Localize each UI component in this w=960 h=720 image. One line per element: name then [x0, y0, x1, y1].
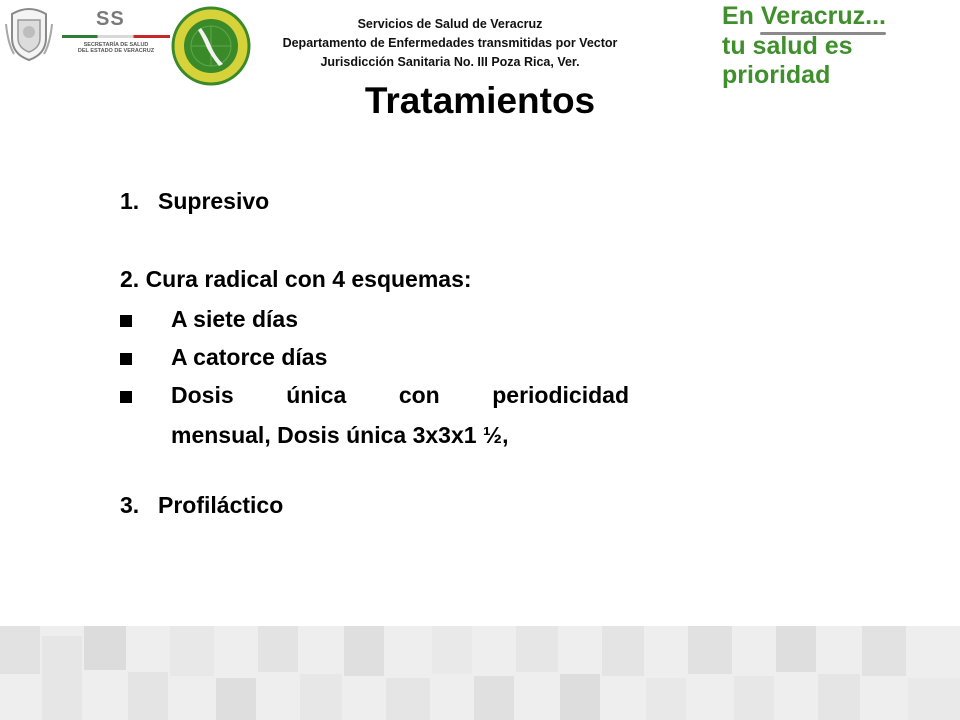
- header-line-3: Jurisdicción Sanitaria No. III Poza Rica, Ver.: [320, 55, 580, 69]
- list-item-number: 3.: [120, 492, 140, 518]
- footer-tile: [818, 674, 860, 720]
- footer-pattern: [0, 626, 960, 720]
- footer-tile: [908, 678, 960, 720]
- veracruz-coat-of-arms-logo: [4, 4, 54, 62]
- slogan-line-1: En Veracruz...: [722, 2, 886, 30]
- ss-secretaria-salud-logo: [62, 8, 170, 64]
- bullet-text-line-1: Dosis única con periodicidad: [171, 382, 629, 408]
- footer-tile: [474, 676, 514, 720]
- header-institution-text: [240, 15, 660, 72]
- ss-tricolor-line: [62, 35, 170, 38]
- bullet-text: A siete días: [171, 306, 298, 332]
- footer-tile: [0, 626, 40, 674]
- header-line-1: Servicios de Salud de Veracruz: [357, 17, 543, 31]
- list-item-number: 1.: [120, 188, 140, 214]
- bullet-marker: [120, 315, 132, 327]
- list-item-text: Supresivo: [158, 188, 270, 214]
- footer-tile: [560, 674, 600, 720]
- footer-tile: [128, 672, 168, 720]
- footer-tile: [862, 626, 906, 676]
- veracruz-seal-logo: [171, 6, 251, 86]
- footer-tile: [170, 626, 214, 676]
- footer-tile: [258, 626, 298, 672]
- footer-tile: [344, 626, 384, 676]
- header-line-2: Departamento de Enfermedades transmitidas por Vector: [282, 36, 618, 50]
- list-item-cura-radical: 2. Cura radical con 4 esquemas:: [120, 266, 472, 292]
- ss-letters: SS: [96, 8, 125, 30]
- footer-tile: [386, 678, 430, 720]
- slogan-logo: [722, 2, 958, 89]
- footer-tile: [516, 626, 558, 672]
- bullet-text: A catorce días: [171, 344, 328, 370]
- ss-subtitle: SECRETARÍA DE SALUD DEL ESTADO DE VERACRUZ: [77, 42, 155, 54]
- bullet-marker: [120, 391, 132, 403]
- footer-tile: [602, 626, 644, 676]
- list-item-text: Profiláctico: [158, 492, 284, 518]
- footer-tile: [42, 636, 82, 720]
- footer-tile: [776, 626, 816, 672]
- footer-tile: [84, 626, 126, 670]
- footer-tile: [300, 674, 342, 720]
- footer-tile: [688, 626, 732, 674]
- footer-tile: [432, 626, 472, 674]
- slide-title: Tratamientos: [364, 80, 596, 121]
- footer-tile: [216, 678, 256, 720]
- footer-tile: [646, 678, 686, 720]
- footer-tile: [734, 676, 774, 720]
- slogan-line-2: tu salud es prioridad: [722, 32, 853, 89]
- bullet-marker: [120, 353, 132, 365]
